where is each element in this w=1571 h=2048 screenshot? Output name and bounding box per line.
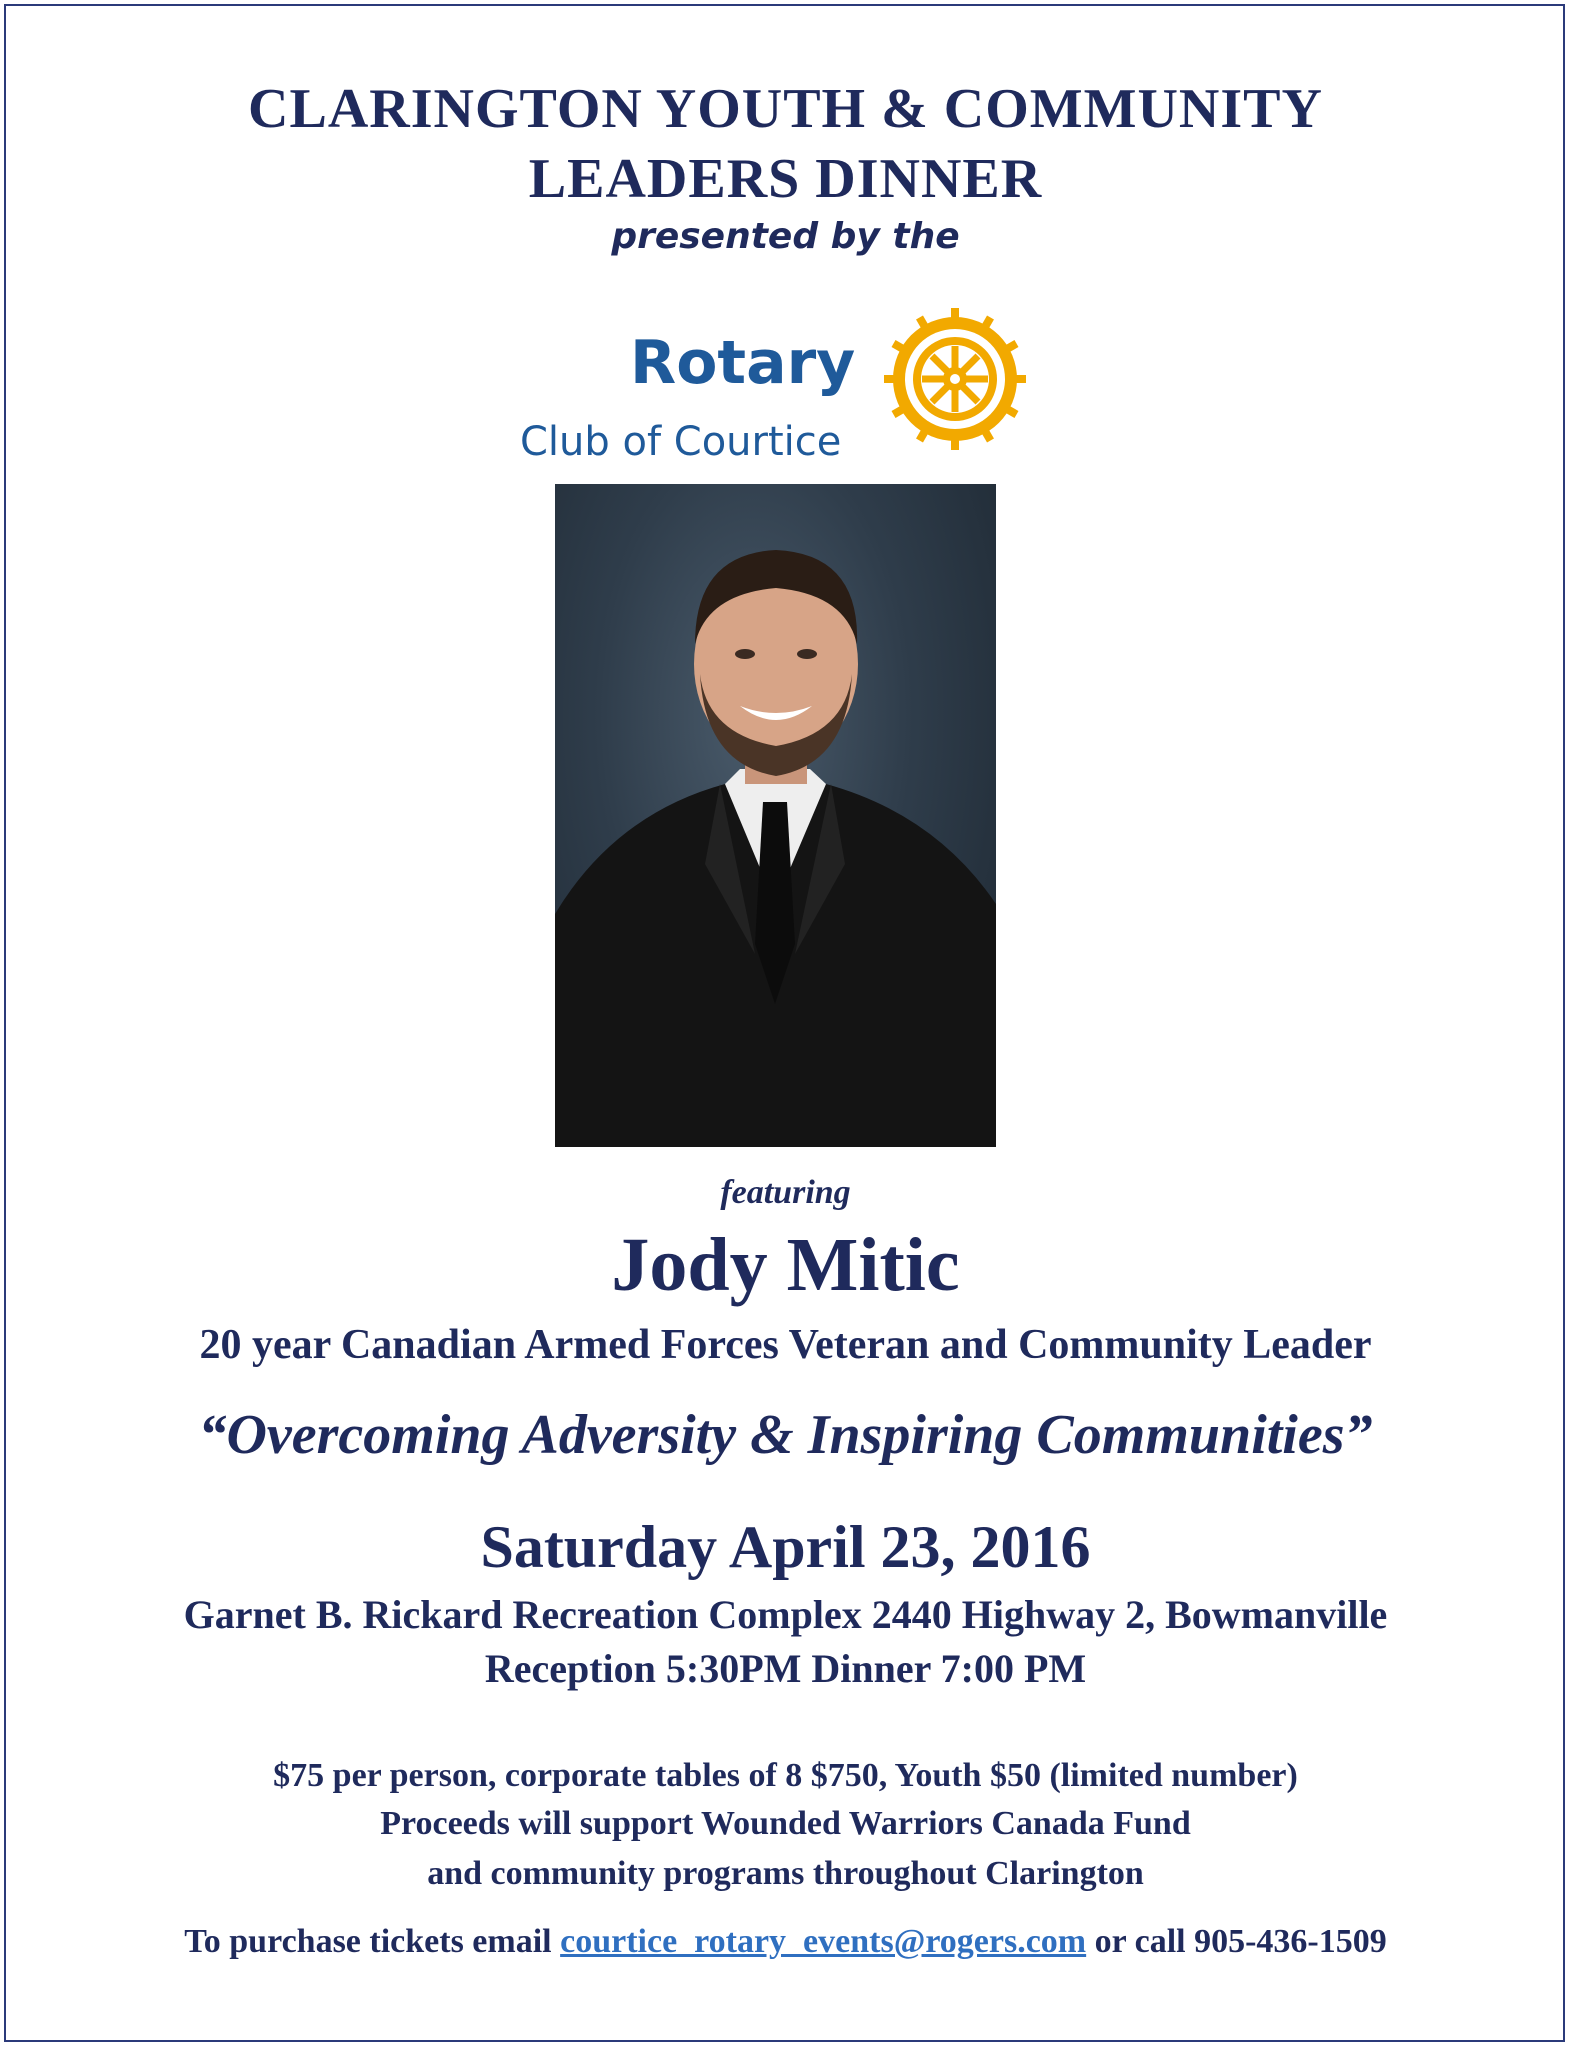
speaker-description: 20 year Canadian Armed Forces Veteran and Community Leader [199, 1322, 1372, 1368]
rotary-logo-wordmark: Rotary [630, 328, 856, 398]
rotary-wheel-icon [880, 304, 1030, 454]
speaker-name: Jody Mitic [611, 1223, 960, 1307]
event-venue: Garnet B. Rickard Recreation Complex 2440 Highway 2, Bowmanville [183, 1592, 1388, 1637]
ticket-contact [0, 1916, 1571, 1968]
talk-title: “Overcoming Adversity & Inspiring Communities” [198, 1404, 1373, 1466]
contact-mid: or call [1094, 1923, 1186, 1960]
contact-email-link[interactable]: courtice_rotary_events@rogers.com [560, 1923, 1087, 1960]
contact-prefix: To purchase tickets email [184, 1923, 552, 1960]
contact-phone: 905-436-1509 [1194, 1923, 1387, 1960]
ticket-pricing: $75 per person, corporate tables of 8 $750, Youth $50 (limited number) [273, 1757, 1298, 1794]
presented-by-label: presented by the [611, 216, 960, 257]
event-times: Reception 5:30PM Dinner 7:00 PM [484, 1646, 1087, 1691]
event-title-line-2: LEADERS DINNER [528, 148, 1043, 210]
speaker-photo [555, 484, 996, 1147]
proceeds-line-2: and community programs throughout Clarington [427, 1855, 1144, 1892]
rotary-club-name: Club of Courtice [520, 419, 842, 465]
proceeds-line-1: Proceeds will support Wounded Warriors Canada Fund [380, 1805, 1191, 1842]
event-title-line-1: CLARINGTON YOUTH & COMMUNITY [248, 78, 1323, 140]
featuring-label: featuring [720, 1174, 851, 1211]
event-date: Saturday April 23, 2016 [480, 1514, 1091, 1580]
